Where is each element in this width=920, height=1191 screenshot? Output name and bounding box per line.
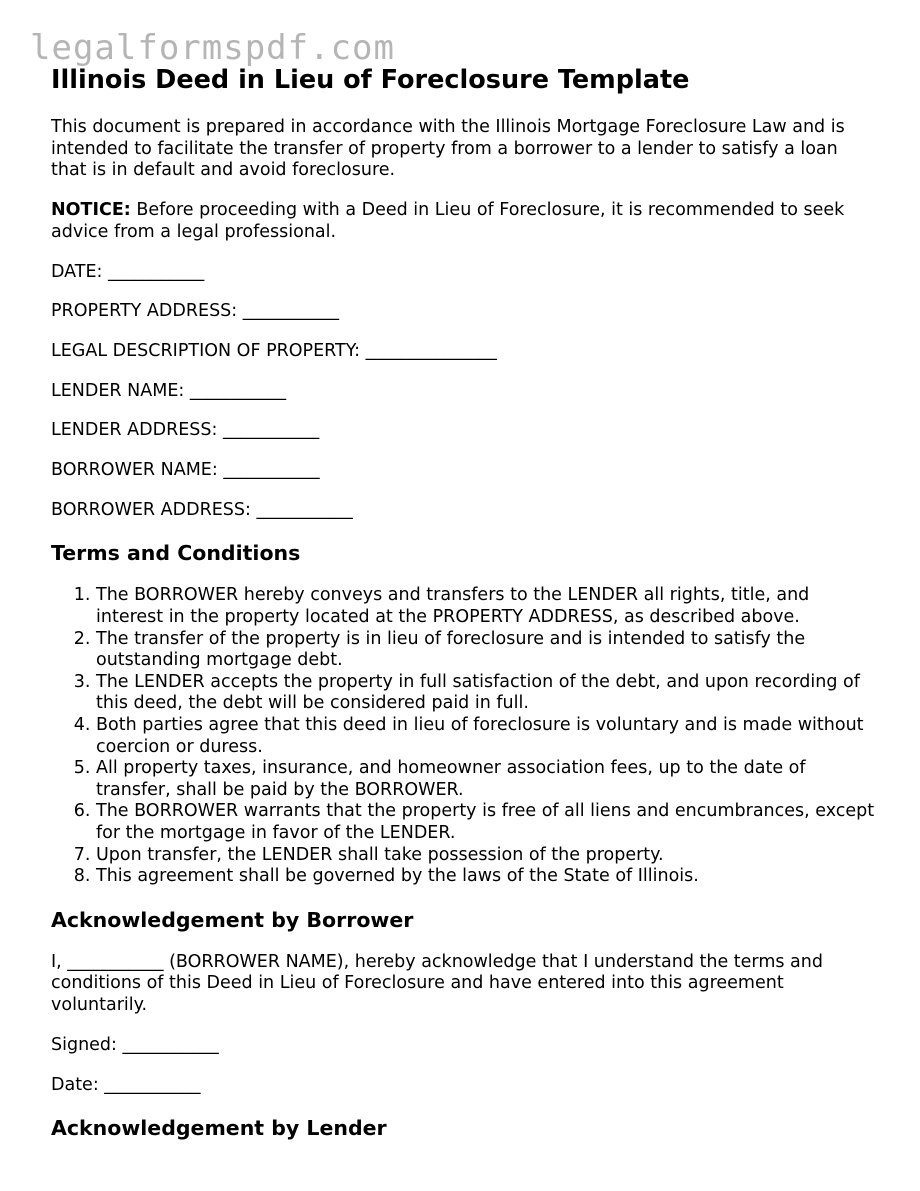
terms-item: 8. This agreement shall be governed by the laws of the State of Illinois.: [96, 866, 876, 888]
field-borrower-name: BORROWER NAME: ___________: [51, 460, 320, 481]
terms-list: [51, 585, 876, 887]
field-date: DATE: ___________: [51, 261, 205, 282]
terms-item: 5. All property taxes, insurance, and homeowner association fees, up to the date of transfer, shall be paid by the BORROWER.: [96, 758, 876, 801]
terms-item: 4. Both parties agree that this deed in lieu of foreclosure is voluntary and is made without coercion or duress.: [96, 715, 876, 758]
watermark-text: legalformspdf.com: [30, 28, 395, 68]
terms-heading: Terms and Conditions: [51, 541, 301, 566]
terms-item: 7. Upon transfer, the LENDER shall take possession of the property.: [96, 845, 876, 867]
intro-paragraph: This document is prepared in accordance with the Illinois Mortgage Foreclosure Law and is intended to facilitate the transfer of property from a borrower to a lender to satisfy a loan that is in default and avoid foreclosure.: [51, 117, 845, 181]
document-title: Illinois Deed in Lieu of Foreclosure Template: [51, 65, 690, 95]
ack-borrower-heading: Acknowledgement by Borrower: [51, 907, 414, 932]
field-lender-name: LENDER NAME: ___________: [51, 380, 287, 401]
notice-label: NOTICE:: [51, 200, 131, 221]
terms-item: 3. The LENDER accepts the property in full satisfaction of the debt, and upon recording of this deed, the debt will be considered paid in full.: [96, 672, 876, 715]
ack-borrower-date: Date: ___________: [51, 1074, 201, 1095]
field-borrower-address: BORROWER ADDRESS: ___________: [51, 499, 353, 520]
field-lender-address: LENDER ADDRESS: ___________: [51, 420, 320, 441]
terms-item: 1. The BORROWER hereby conveys and transfers to the LENDER all rights, title, and interest in the property located at the PROPERTY ADDRESS, as described above.: [96, 585, 876, 628]
field-property-address: PROPERTY ADDRESS: ___________: [51, 301, 339, 322]
document-page: [51, 63, 876, 1141]
terms-item: 2. The transfer of the property is in lieu of foreclosure and is intended to satisfy the outstanding mortgage debt.: [96, 629, 876, 672]
ack-borrower-text: I, ___________ (BORROWER NAME), hereby acknowledge that I understand the terms and conditions of this Deed in Lieu of Foreclosure and have entered into this agreement voluntarily.: [51, 951, 823, 1016]
notice-paragraph: [51, 200, 876, 243]
notice-text: Before proceeding with a Deed in Lieu of Foreclosure, it is recommended to seek advice from a legal professional.: [51, 200, 845, 242]
ack-borrower-signed: Signed: ___________: [51, 1034, 219, 1055]
ack-lender-heading: Acknowledgement by Lender: [51, 1116, 387, 1141]
terms-item: 6. The BORROWER warrants that the property is free of all liens and encumbrances, except for the mortgage in favor of the LENDER.: [96, 801, 876, 844]
field-legal-description: LEGAL DESCRIPTION OF PROPERTY: _______________: [51, 340, 497, 361]
